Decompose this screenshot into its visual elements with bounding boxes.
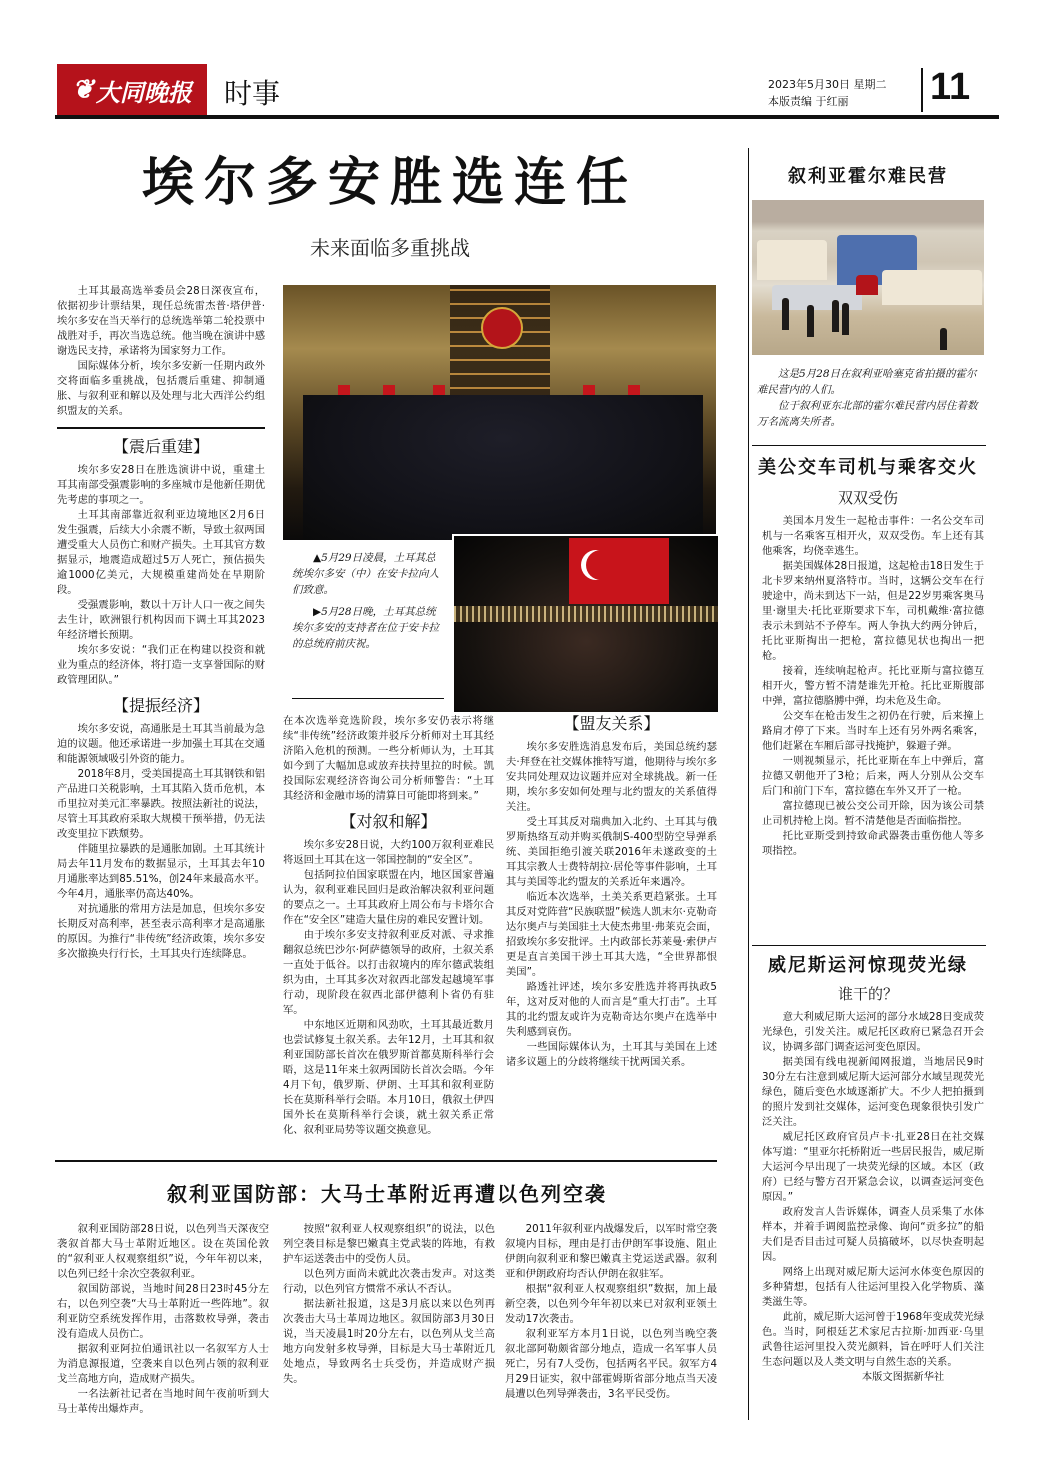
body-paragraph: 一些国际媒体认为，土耳其与美国在上述诸多议题上的分歧将继续干扰两国关系。 bbox=[506, 1041, 717, 1068]
person bbox=[940, 328, 947, 350]
body-paragraph: 意大利威尼斯大运河的部分水域28日变成荧光绿色，引发关注。威尼托区政府已紧急召开会议，协调多部门调查运河变色原因。 bbox=[762, 1011, 984, 1053]
sidebar-divider bbox=[748, 148, 749, 1420]
bus-story bbox=[762, 514, 984, 938]
lead-subheadline: 未来面临多重挑战 bbox=[310, 236, 470, 260]
body-paragraph: 包括阿拉伯国家联盟在内，地区国家普遍认为，叙利亚难民回归是政治解决叙利亚问题的要点之一。土耳其政府上周公布与卡塔尔合作在“安全区”建造大量住房的难民安置计划。 bbox=[283, 869, 494, 926]
venice-story bbox=[762, 1010, 984, 1470]
body-paragraph: 威尼托区政府官员卢卡·扎亚28日在社交媒体写道：“里亚尔托桥附近一些居民报告，威尼斯大运河今早出现了一块荧光绿的区域。本区（政府）已经与警方召开紧急会议，以调查运河变色原因。” bbox=[762, 1131, 984, 1203]
venice-title: 威尼斯运河惊现荧光绿 bbox=[768, 955, 968, 976]
body-paragraph: 叙国防部说，当地时间28日23时45分左右，以色列空袭“大马士革附近一些阵地”。叙利亚防空系统发挥作用，击落数枚导弹，袭击没有造成人员伤亡。 bbox=[57, 1283, 269, 1340]
sidebar-rule bbox=[752, 445, 986, 446]
body-paragraph: 据法新社报道，这是3月底以来以色列再次袭击大马士革周边地区。叙国防部3月30日说，当天凌晨1时20分左右，以色列从戈兰高地方向发射多枚导弹，目标是大马士革附近几处地点，导致两名士兵受伤，并造成财产损失。 bbox=[283, 1298, 495, 1385]
person bbox=[842, 303, 849, 335]
lead-headline: 埃尔多安胜选连任 bbox=[141, 153, 638, 213]
body-paragraph: 路透社评述，埃尔多安胜选并将再执政5年，这对反对他的人而言是“重大打击”。土耳其的北约盟友或许为克勒奇达尔奥卢在选举中失利感到哀伤。 bbox=[506, 981, 717, 1038]
body-paragraph: 据美国有线电视新闻网报道，当地居民9时30分左右注意到威尼斯大运河部分水域呈现荧光绿色，随后变色水域逐渐扩大。不少人把拍摄到的照片发到社交媒体，运河变色现象很快引发广泛关注。 bbox=[762, 1056, 984, 1128]
body-paragraph: 此前，威尼斯大运河曾于1968年变成荧光绿色。当时，阿根廷艺术家尼古拉斯·加西亚·乌里武鲁往运河里投入荧光颜料，旨在呼吁人们关注生态问题以及人类文明与自然生态的关系。 bbox=[762, 1311, 984, 1368]
intro-paragraph: 土耳其最高选举委员会28日深夜宣布，依据初步计票结果，现任总统雷杰普·塔伊普·埃尔多安在当天举行的总统选举第二轮投票中战胜对手，再次当选总统。他当晚在演讲中感谢选民支持，承诺将为国家努力工作。 bbox=[57, 285, 265, 357]
flame-icon: ❦ bbox=[72, 75, 94, 105]
body-paragraph: 网络上出现对威尼斯大运河水体变色原因的多种猜想，包括有人往运河里投入化学物质、藻类滋生等。 bbox=[762, 1266, 984, 1308]
body-paragraph: 美国本月发生一起枪击事件：一名公交车司机与一名乘客互相开火，双双受伤。车上还有其他乘客，均侥幸逃生。 bbox=[762, 515, 984, 557]
body-paragraph: 埃尔多安说：“我们正在构建以投资和就业为重点的经济体，将打造一支享誉国际的财政管理团队。” bbox=[57, 643, 265, 686]
caption-main-photo: ▲5月29日凌晨，土耳其总统埃尔多安（中）在安卡拉向人们致意。 bbox=[292, 552, 439, 596]
presidential-seal-icon bbox=[481, 307, 523, 349]
logo-text: 大同晚报 bbox=[95, 77, 192, 107]
tent bbox=[757, 240, 827, 280]
photo-supporters-night bbox=[452, 534, 720, 714]
body-paragraph: 受土耳其反对瑞典加入北约、土耳其与俄罗斯热络互动并购买俄制S-400型防空导弹系统、美国拒绝引渡关联2016年未遂政变的土耳其宗教人士费特胡拉·居伦等事件影响，土耳其与美国等北约盟友的关系近年来遇冷。 bbox=[506, 816, 717, 888]
camp-title: 叙利亚霍尔难民营 bbox=[788, 166, 948, 187]
issue-date: 2023年5月30日 星期二 bbox=[768, 78, 887, 91]
bottom-column-3 bbox=[505, 1222, 717, 1472]
body-paragraph: 接着，连续响起枪声。托比亚斯与富拉德互相开火，警方暂不清楚谁先开枪。托比亚斯腹部中弹，富拉德胳膊中弹，均未危及生命。 bbox=[762, 665, 984, 707]
newspaper-logo bbox=[57, 64, 207, 116]
header-rule bbox=[55, 115, 999, 119]
body-paragraph: 托比亚斯受到持致命武器袭击重伤他人等多项指控。 bbox=[762, 830, 984, 857]
turkish-flag-icon bbox=[569, 538, 669, 604]
body-paragraph: 伴随里拉暴跌的是通胀加剧。土耳其统计局去年11月发布的数据显示，土耳其去年10月通胀率达到85.51%，创24年来最高水平。今年4月，通胀率仍高达40%。 bbox=[57, 842, 265, 900]
body-paragraph: 以色列方面尚未就此次袭击发声。对这类行动，以色列官方惯常不承认不否认。 bbox=[283, 1268, 495, 1295]
body-paragraph: 在本次选举竞选阶段，埃尔多安仍表示将继续“非传统”经济政策并驳斥分析师对土耳其经济陷入危机的预测。一些分析师认为，土耳其如今到了大幅加息或放弃扶持里拉的时候。凯投国际宏观经济咨询公司分析师警告：“土耳其经济和金融市场的清算日可能即将到来。” bbox=[283, 715, 494, 802]
section-title: 【盟友关系】 bbox=[563, 714, 660, 733]
bus-title: 美公交车司机与乘客交火 bbox=[758, 457, 978, 478]
credit-line: 本版文图据新华社 bbox=[861, 1371, 945, 1383]
photo-refugee-camp bbox=[752, 200, 984, 355]
body-paragraph: 土耳其南部靠近叙利亚边境地区2月6日发生强震，后续大小余震不断，导致土叙两国遭受重大人员伤亡和财产损失。土耳其官方数据显示，地震造成超过5万人死亡，预估损失逾1000亿美元，大规模重建尚处在早期阶段。 bbox=[57, 508, 265, 596]
photo-crowd bbox=[303, 395, 703, 540]
header-divider bbox=[921, 68, 923, 112]
intro-paragraph: 国际媒体分析，埃尔多安新一任期内政外交将面临多重挑战，包括震后重建、抑制通胀、与叙利亚和解以及处理与北大西洋公约组织盟友的关系。 bbox=[57, 360, 265, 417]
dateline bbox=[768, 76, 887, 110]
crowd-lights bbox=[454, 606, 718, 622]
person bbox=[782, 298, 789, 330]
body-paragraph: 富拉德现已被公交公司开除，因为该公司禁止司机持枪上岗。暂不清楚他是否面临指控。 bbox=[762, 800, 984, 827]
page-number: 11 bbox=[930, 66, 971, 108]
caption-divider bbox=[292, 698, 444, 699]
bottom-story-rule bbox=[55, 1160, 717, 1162]
page-editor: 本版责编 于红丽 bbox=[768, 95, 849, 108]
tent bbox=[882, 270, 982, 305]
body-paragraph: 临近本次选举，土美关系更趋紧张。土耳其反对党阵营“民族联盟”候选人凯末尔·克勒奇达尔奥卢与美国驻土大使杰弗里·弗莱克会面，招致埃尔多安批评。土内政部长苏莱曼·索伊卢更是直言美国干涉土耳其大选，“全世界都恨美国”。 bbox=[506, 891, 717, 978]
body-paragraph: 叙利亚国防部28日说，以色列当天深夜空袭叙首都大马士革附近地区。设在英国伦敦的“叙利亚人权观察组织”说，今年年初以来，以色列已经十余次空袭叙利亚。 bbox=[57, 1223, 269, 1280]
section-name: 时事 bbox=[224, 77, 281, 110]
body-paragraph: 一则视频显示，托比亚斯在车上中弹后，富拉德又朝他开了3枪；后来，两人分别从公交车后门和前门下车，富拉德在车外又开了一枪。 bbox=[762, 755, 984, 797]
body-paragraph: 中东地区近期和风劲吹，土耳其最近数月也尝试修复土叙关系。去年12月，土耳其和叙利亚国防部长首次在俄罗斯首都莫斯科举行会晤，这是11年来土叙两国防长首次会晤。今年4月下旬，俄罗斯、伊朗、土耳其和叙利亚防长在莫斯科举行会晤。本月10日，俄叙土伊四国外长在莫斯科举行会谈，就土叙关系正常化、叙利亚局势等议题交换意见。 bbox=[283, 1019, 494, 1136]
body-paragraph: 一名法新社记者在当地时间午夜前听到大马士革传出爆炸声。 bbox=[57, 1388, 269, 1415]
bus-subtitle: 双双受伤 bbox=[837, 489, 898, 507]
camp-caption bbox=[757, 366, 982, 438]
body-paragraph: 公交车在枪击发生之初仍在行驶，后来撞上路肩才停了下来。当时车上还有另外两名乘客，他们赶紧在车厢后部寻找掩护，躲避子弹。 bbox=[762, 710, 984, 752]
body-paragraph: 按照“叙利亚人权观察组织”的说法，以色列空袭目标是黎巴嫩真主党武装的阵地，有救护车运送袭击中的受伤人员。 bbox=[283, 1223, 495, 1265]
body-paragraph: 叙利亚军方本月1日说，以色列当晚空袭叙北部阿勒颇省部分地点，造成一名军事人员死亡，另有7人受伤，包括两名平民。叙军方4月29日证实，叙中部霍姆斯省部分地点当天凌晨遭以色列导弹袭击，3名平民受伤。 bbox=[505, 1328, 717, 1400]
section-title: 【对叙和解】 bbox=[340, 812, 437, 831]
body-paragraph: 受强震影响，数以十万计人口一夜之间失去生计，欧洲银行机构因而下调土耳其2023年经济增长预期。 bbox=[57, 598, 265, 641]
body-paragraph: 埃尔多安说，高通胀是土耳其当前最为急迫的议题。他还承诺进一步加强土耳其在交通和能源领域吸引外资的能力。 bbox=[57, 722, 265, 765]
body-paragraph: 政府发言人告诉媒体，调查人员采集了水体样本，并着手调阅监控录像、询问“贡多拉”的船夫们是否目击过可疑人员搞破坏，以尽快查明起因。 bbox=[762, 1206, 984, 1263]
caption-night-photo: ▶5月28日晚，土耳其总统埃尔多安的支持者在位于安卡拉的总统府前庆祝。 bbox=[292, 606, 439, 650]
bottom-column-2 bbox=[283, 1222, 495, 1472]
section-title: 【震后重建】 bbox=[112, 436, 209, 456]
person bbox=[807, 305, 814, 337]
bottom-column-1 bbox=[57, 1222, 269, 1472]
body-paragraph: 根据“叙利亚人权观察组织”数据，加上最新空袭，以色列今年年初以来已对叙利亚领土发动17次袭击。 bbox=[505, 1283, 717, 1325]
body-paragraph: 由于埃尔多安支持叙利亚反对派、寻求推翻叙总统巴沙尔·阿萨德领导的政府，土叙关系一直处于低谷。以打击叙境内的库尔德武装组织为由，土耳其多次对叙西北部发起越境军事行动，现阶段在叙西北部伊德利卜省仍有驻军。 bbox=[283, 929, 494, 1016]
body-paragraph: 对抗通胀的常用方法是加息，但埃尔多安长期反对高利率，甚至表示高利率才是高通胀的原因。为推行“非传统”经济政策，埃尔多安多次撤换央行行长，土耳其央行连续降息。 bbox=[57, 902, 265, 960]
body-paragraph: 据美国媒体28日报道，这起枪击18日发生于北卡罗来纳州夏洛特市。当时，这辆公交车在行驶途中，尚未到达下一站，但是22岁男乘客奥马里·谢里夫·托比亚斯要求下车，司机戴维·富拉德表示未到站不予停车。两人争执大约两分钟后，托比亚斯掏出一把枪，富拉德见状也掏出一把枪。 bbox=[762, 560, 984, 662]
caption-line: 位于叙利亚东北部的霍尔难民营内居住着数万名流离失所者。 bbox=[757, 400, 978, 428]
body-paragraph: 埃尔多安胜选消息发布后，美国总统约瑟夫·拜登在社交媒体推特写道，他期待与埃尔多安共同处理双边议题并应对全球挑战。新一任期，埃尔多安如何处理与北约盟友的关系值得关注。 bbox=[506, 741, 717, 813]
photo-erdogan-balcony bbox=[283, 285, 716, 540]
sidebar-rule bbox=[752, 945, 986, 946]
bottom-headline: 叙利亚国防部：大马士革附近再遭以色列空袭 bbox=[167, 1182, 607, 1206]
photo-captions bbox=[292, 550, 444, 690]
body-paragraph: 据叙利亚阿拉伯通讯社以一名叙军方人士为消息源报道，空袭来自以色列占领的叙利亚戈兰高地方向，造成财产损失。 bbox=[57, 1343, 269, 1385]
body-paragraph: 埃尔多安28日说，大约100万叙利亚难民将返回土耳其在这一邻国控制的“安全区”。 bbox=[283, 839, 494, 866]
body-paragraph: 2018年8月，受美国提高土耳其钢铁和铝产品进口关税影响，土耳其陷入货币危机，本币里拉对美元汇率暴跌。按照法新社的说法，尽管土耳其政府采取大规模干预举措，仍无法改变里拉下跌颓势。 bbox=[57, 767, 265, 840]
lead-columns-2-3 bbox=[283, 714, 717, 1150]
body-paragraph: 埃尔多安28日在胜选演讲中说，重建土耳其南部受强震影响的多座城市是他新任期优先考虑的事项之一。 bbox=[57, 463, 265, 506]
venice-subtitle: 谁干的？ bbox=[837, 985, 898, 1003]
caption-line: 这是5月28日在叙利亚哈塞克省拍摄的霍尔难民营内的人们。 bbox=[757, 368, 977, 396]
body-paragraph: 2011年叙利亚内战爆发后，以军时常空袭叙境内目标，理由是打击伊朗军事设施、阻止伊朗向叙利亚和黎巴嫩真主党运送武器。叙利亚和伊朗政府均否认伊朗在叙驻军。 bbox=[505, 1223, 717, 1280]
section-divider bbox=[57, 427, 265, 429]
person bbox=[832, 300, 839, 332]
crescent-icon bbox=[586, 550, 616, 580]
lead-column-1 bbox=[57, 284, 265, 1150]
water-tank bbox=[856, 275, 878, 295]
section-title: 【提振经济】 bbox=[112, 695, 209, 715]
